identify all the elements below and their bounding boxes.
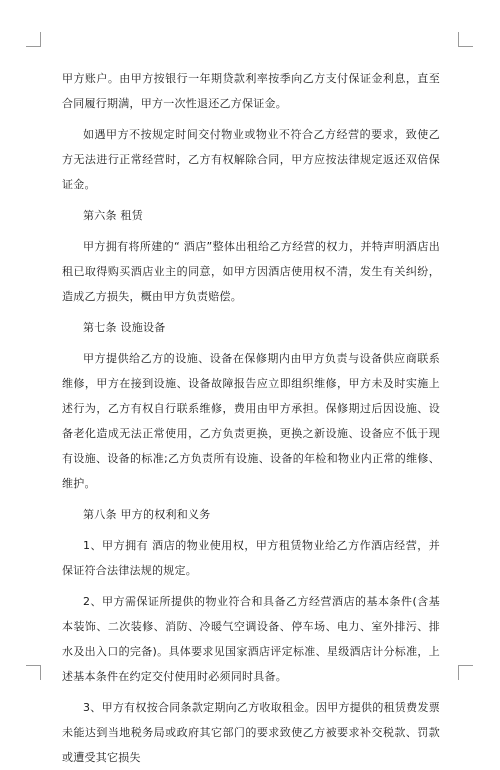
heading-article-6: 第六条 租赁 — [83, 209, 143, 222]
crop-mark-top-left — [26, 32, 41, 47]
paragraph-facilities: 甲方提供给乙方的设施、设备在保修期内由甲方负责与设备供应商联系维修，甲方在接到设施、设备故障报告应立即组织维修，甲方未及时实施上述行为，乙方有权自行联系维修，费用由甲方承担。保修期过后因设施、设备老化造成无法正常使用，乙方负责更换，更换之新设施、设备应不低于现有设施、设备的标准;乙方负责所有设施、设备的年检和物业内正常的维修、维护。 — [62, 352, 440, 490]
heading-article-7: 第七条 设施设备 — [83, 321, 166, 334]
crop-mark-top-right — [458, 32, 473, 47]
paragraph-deposit-interest: 甲方账户。由甲方按银行一年期贷款利率按季向乙方支付保证金利息，直至合同履行期满，甲方一次性退还乙方保证金。 — [62, 72, 440, 110]
paragraph-right-2: 2、甲方需保证所提供的物业符合和具备乙方经营酒店的基本条件(含基本装饰、二次装修、消防、冷暖气空调设备、停车场、电力、室外排污、排水及出入口的完备)。具体要求见国家酒店评定标准、星级酒店计分标准，上述基本条件在约定交付使用时必须同时具备。 — [62, 595, 440, 683]
paragraph-lease: 甲方拥有将所建的“ 酒店”整体出租给乙方经营的权力，并特声明酒店出租已取得购买酒店业主的同意，如甲方因酒店使用权不清，发生有关纠纷，造成乙方损失，概由甲方负责赔偿。 — [62, 240, 440, 303]
paragraph-right-3: 3、甲方有权按合同条款定期向乙方收取租金。因甲方提供的租赁费发票未能达到当地税务局或政府其它部门的要求致使乙方被要求补交税款、罚款或遭受其它损失 — [62, 701, 440, 764]
document-body — [62, 66, 440, 770]
crop-mark-bottom-left — [26, 665, 41, 680]
paragraph-right-1: 1、甲方拥有 酒店的物业使用权，甲方租赁物业给乙方作酒店经营，并保证符合法律法规的规定。 — [62, 539, 440, 577]
paragraph-deposit-refund: 如遇甲方不按规定时间交付物业或物业不符合乙方经营的要求，致使乙方无法进行正常经营时，乙方有权解除合同，甲方应按法律规定返还双倍保证金。 — [62, 128, 440, 191]
crop-mark-bottom-right — [458, 665, 473, 680]
heading-article-8: 第八条 甲方的权利和义务 — [83, 508, 211, 521]
